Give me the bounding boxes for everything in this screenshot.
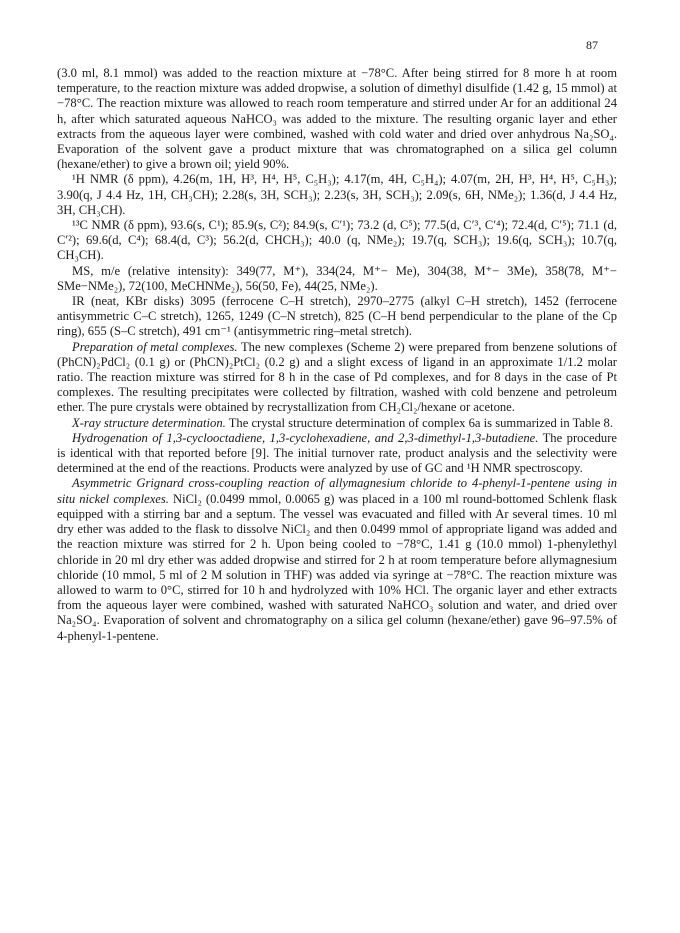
paragraph-metal-complexes-text: The new complexes (Scheme 2) were prepared from benzene solutions of (PhCN)₂PdCl₂ (0.1 g) or (PhCN)₂PtCl₂ (0.2 g) and a slight excess of ligand in an approximate 1/1.2 molar ratio. The reaction mixture was stirred for 8 h in the case of Pd complexes, and for 8 days in the case of Pt complexes. The resulting precipitates were collected by filtration, washed with cold benzene and petroleum ether. The pure crystals were obtained by recrystallization from CH₂Cl₂/hexane or acetone.	[57, 339, 617, 415]
paragraph-xray	[57, 416, 617, 431]
paragraph-xray-text: The crystal structure determination of complex 6a is summarized in Table 8.	[225, 415, 613, 430]
section-heading-xray: X-ray structure determination.	[72, 415, 226, 430]
paragraph-grignard	[57, 476, 617, 643]
section-heading-metal-complexes: Preparation of metal complexes.	[72, 339, 238, 354]
section-heading-hydrogenation: Hydrogenation of 1,3-cyclooctadiene, 1,3-cyclohexadiene, and 2,3-dimethyl-1,3-butadiene.	[72, 430, 539, 445]
paragraph-metal-complexes	[57, 340, 617, 416]
article-body	[57, 66, 617, 644]
paragraph-1h-nmr: ¹H NMR (δ ppm), 4.26(m, 1H, H³, H⁴, H⁵, C₅H₃); 4.17(m, 4H, C₅H₄); 4.07(m, 2H, H³, H⁴, H⁵, C₅H₃); 3.90(q, J 4.4 Hz, 1H, CH₃CH); 2.28(s, 3H, SCH₃); 2.23(s, 3H, SCH₃); 2.09(s, 6H, NMe₂); 1.36(d, J 4.4 Hz, 3H, CH₃CH).	[57, 172, 617, 217]
paragraph-synthesis-continuation: (3.0 ml, 8.1 mmol) was added to the reaction mixture at −78°C. After being stirred for 8 more h at room temperature, to the reaction mixture was added dropwise, a solution of dimethyl disulfide (1.42 g, 15 mmol) at −78°C. The reaction mixture was allowed to reach room temperature and stirred under Ar for an additional 24 h, after which saturated aqueous NaHCO₃ was added to the mixture. The resulting organic layer and ether extracts from the aqueous layer were combined, washed with cold water and dried over anhydrous Na₂SO₄. Evaporation of the solvent gave a product mixture that was chromatographed on a silica gel column (hexane/ether) to give a brown oil; yield 90%.	[57, 66, 617, 172]
paragraph-hydrogenation	[57, 431, 617, 477]
paragraph-mass-spec: MS, m/e (relative intensity): 349(77, M⁺), 334(24, M⁺− Me), 304(38, M⁺− 3Me), 358(78, M⁺− SMe−NMe₂), 72(100, MeCHNMe₂), 56(50, Fe), 44(25, NMe₂).	[57, 263, 617, 293]
paragraph-ir: IR (neat, KBr disks) 3095 (ferrocene C–H stretch), 2970–2775 (alkyl C–H stretch), 1452 (ferrocene antisymmetric C–C stretch), 1265, 1249 (C–N stretch), 825 (C–H bend perpendicular to the plane of the Cp ring), 655 (S–C stretch), 491 cm⁻¹ (antisymmetric ring–metal stretch).	[57, 294, 617, 339]
paragraph-grignard-text: NiCl₂ (0.0499 mmol, 0.0065 g) was placed in a 100 ml round-bottomed Schlenk flask equipped with a stirring bar and a septum. The vessel was evacuated and filled with Ar several times. 10 ml dry ether was added to the flask to dissolve NiCl₂ and then 0.0499 mmol of appropriate ligand was added and the reaction mixture was stirred for 2 h. Upon being cooled to −78°C, 1.41 g (10.0 mmol) 1-phenylethyl chloride in 20 ml dry ether was added dropwise and stirred for 2 h at room temperature before allymagnesium chloride (10 mmol, 5 ml of 2 M solution in THF) was added via syringe at −78°C. The reaction mixture was allowed to warm to 0°C, stirred for 10 h and hydrolyzed with 10% HCl. The organic layer and ether extracts from the aqueous layer were combined, washed with saturated NaHCO₃ solution and water, and dried over Na₂SO₄. Evaporation of solvent and chromatography on a silica gel column (hexane/ether) gave 96–97.5% of 4-phenyl-1-pentene.	[57, 491, 618, 643]
paragraph-hydrogenation-text: The procedure is identical with that reported before [9]. The initial turnover rate, product analysis and the selectivity were determined at the end of the reactions. Products were analyzed by use of GC and ¹H NMR spectroscopy.	[57, 430, 617, 476]
page-number: 87	[586, 38, 598, 52]
section-heading-grignard: Asymmetric Grignard cross-coupling reaction of allymagnesium chloride to 4-phenyl-1-pentene using in situ nickel complexes.	[57, 476, 617, 506]
paragraph-13c-nmr: ¹³C NMR (δ ppm), 93.6(s, C¹); 85.9(s, C²); 84.9(s, C′¹); 73.2 (d, C⁵); 77.5(d, C′³, C′⁴); 72.4(d, C′⁵); 71.1 (d, C′²); 69.6(d, C⁴); 68.4(d, C³); 56.2(d, CHCH₃); 40.0 (q, NMe₂); 19.7(q, SCH₃); 19.6(q, SCH₃); 10.7(q, CH₃CH).	[57, 218, 617, 263]
